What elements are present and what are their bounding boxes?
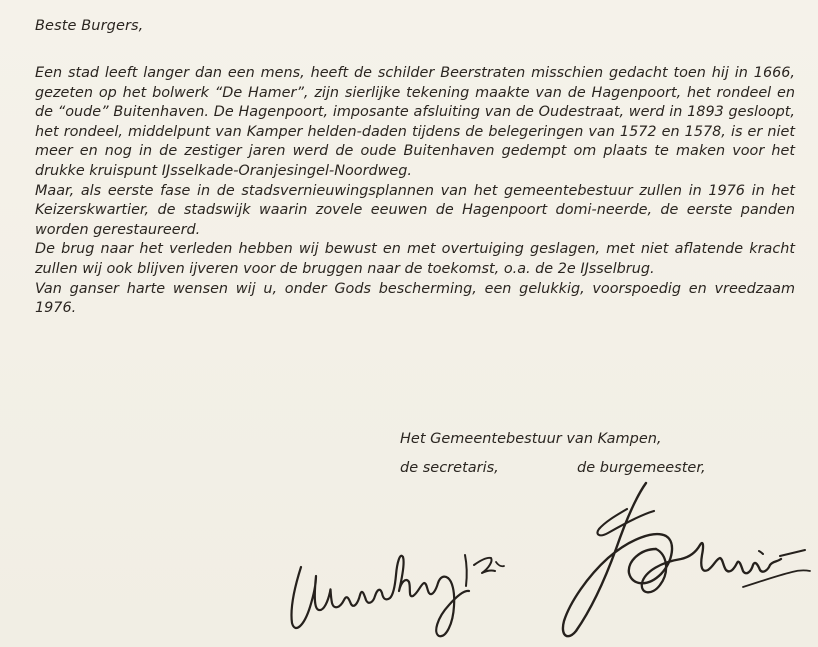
mayor-role-label: de burgemeester, [577, 460, 706, 476]
secretary-role-label: de secretaris, [400, 460, 499, 476]
salutation: Beste Burgers, [35, 18, 144, 34]
secretary-signature [268, 505, 518, 640]
paragraph-bridge: De brug naar het verleden hebben wij bewust en met overtuiging geslagen, met niet aflatende kracht zullen wij ook blijven ijveren voor de bruggen naar de toekomst, o.a. de 2e IJsselbrug. [35, 241, 795, 277]
letter-body [35, 64, 795, 319]
mayor-signature [530, 475, 812, 640]
signature-block-title: Het Gemeentebestuur van Kampen, [400, 431, 662, 447]
paragraph-history: Een stad leeft langer dan een mens, heeft de schilder Beerstraten misschien gedacht toen hij in 1666, gezeten op het bolwerk “De Hamer”, zijn sierlijke tekening maakte van de Hagenpoort, het rondeel en de “oude” Buitenhaven. De Hagenpoort, imposante afsluiting van de Oudestraat, werd in 1893 gesloopt, het rondeel, middelpunt van Kamper helden-daden tijdens de belegeringen van 1572 en 1578, is er niet meer en nog in de zestiger jaren werd de oude Buitenhaven gedempt om plaats te maken voor het drukke kruispunt IJsselkade-Oranjesingel-Noordweg. [35, 65, 795, 179]
paragraph-wishes: Van ganser harte wensen wij u, onder Gods bescherming, een gelukkig, voorspoedig en vreedzaam 1976. [35, 280, 795, 317]
paragraph-renewal: Maar, als eerste fase in de stadsvernieuwingsplannen van het gemeentebestuur zullen in 1976 in het Keizerskwartier, de stadswijk waarin zovele eeuwen de Hagenpoort domi-neerde, de eerste panden worden gerestaureerd. [35, 182, 795, 238]
